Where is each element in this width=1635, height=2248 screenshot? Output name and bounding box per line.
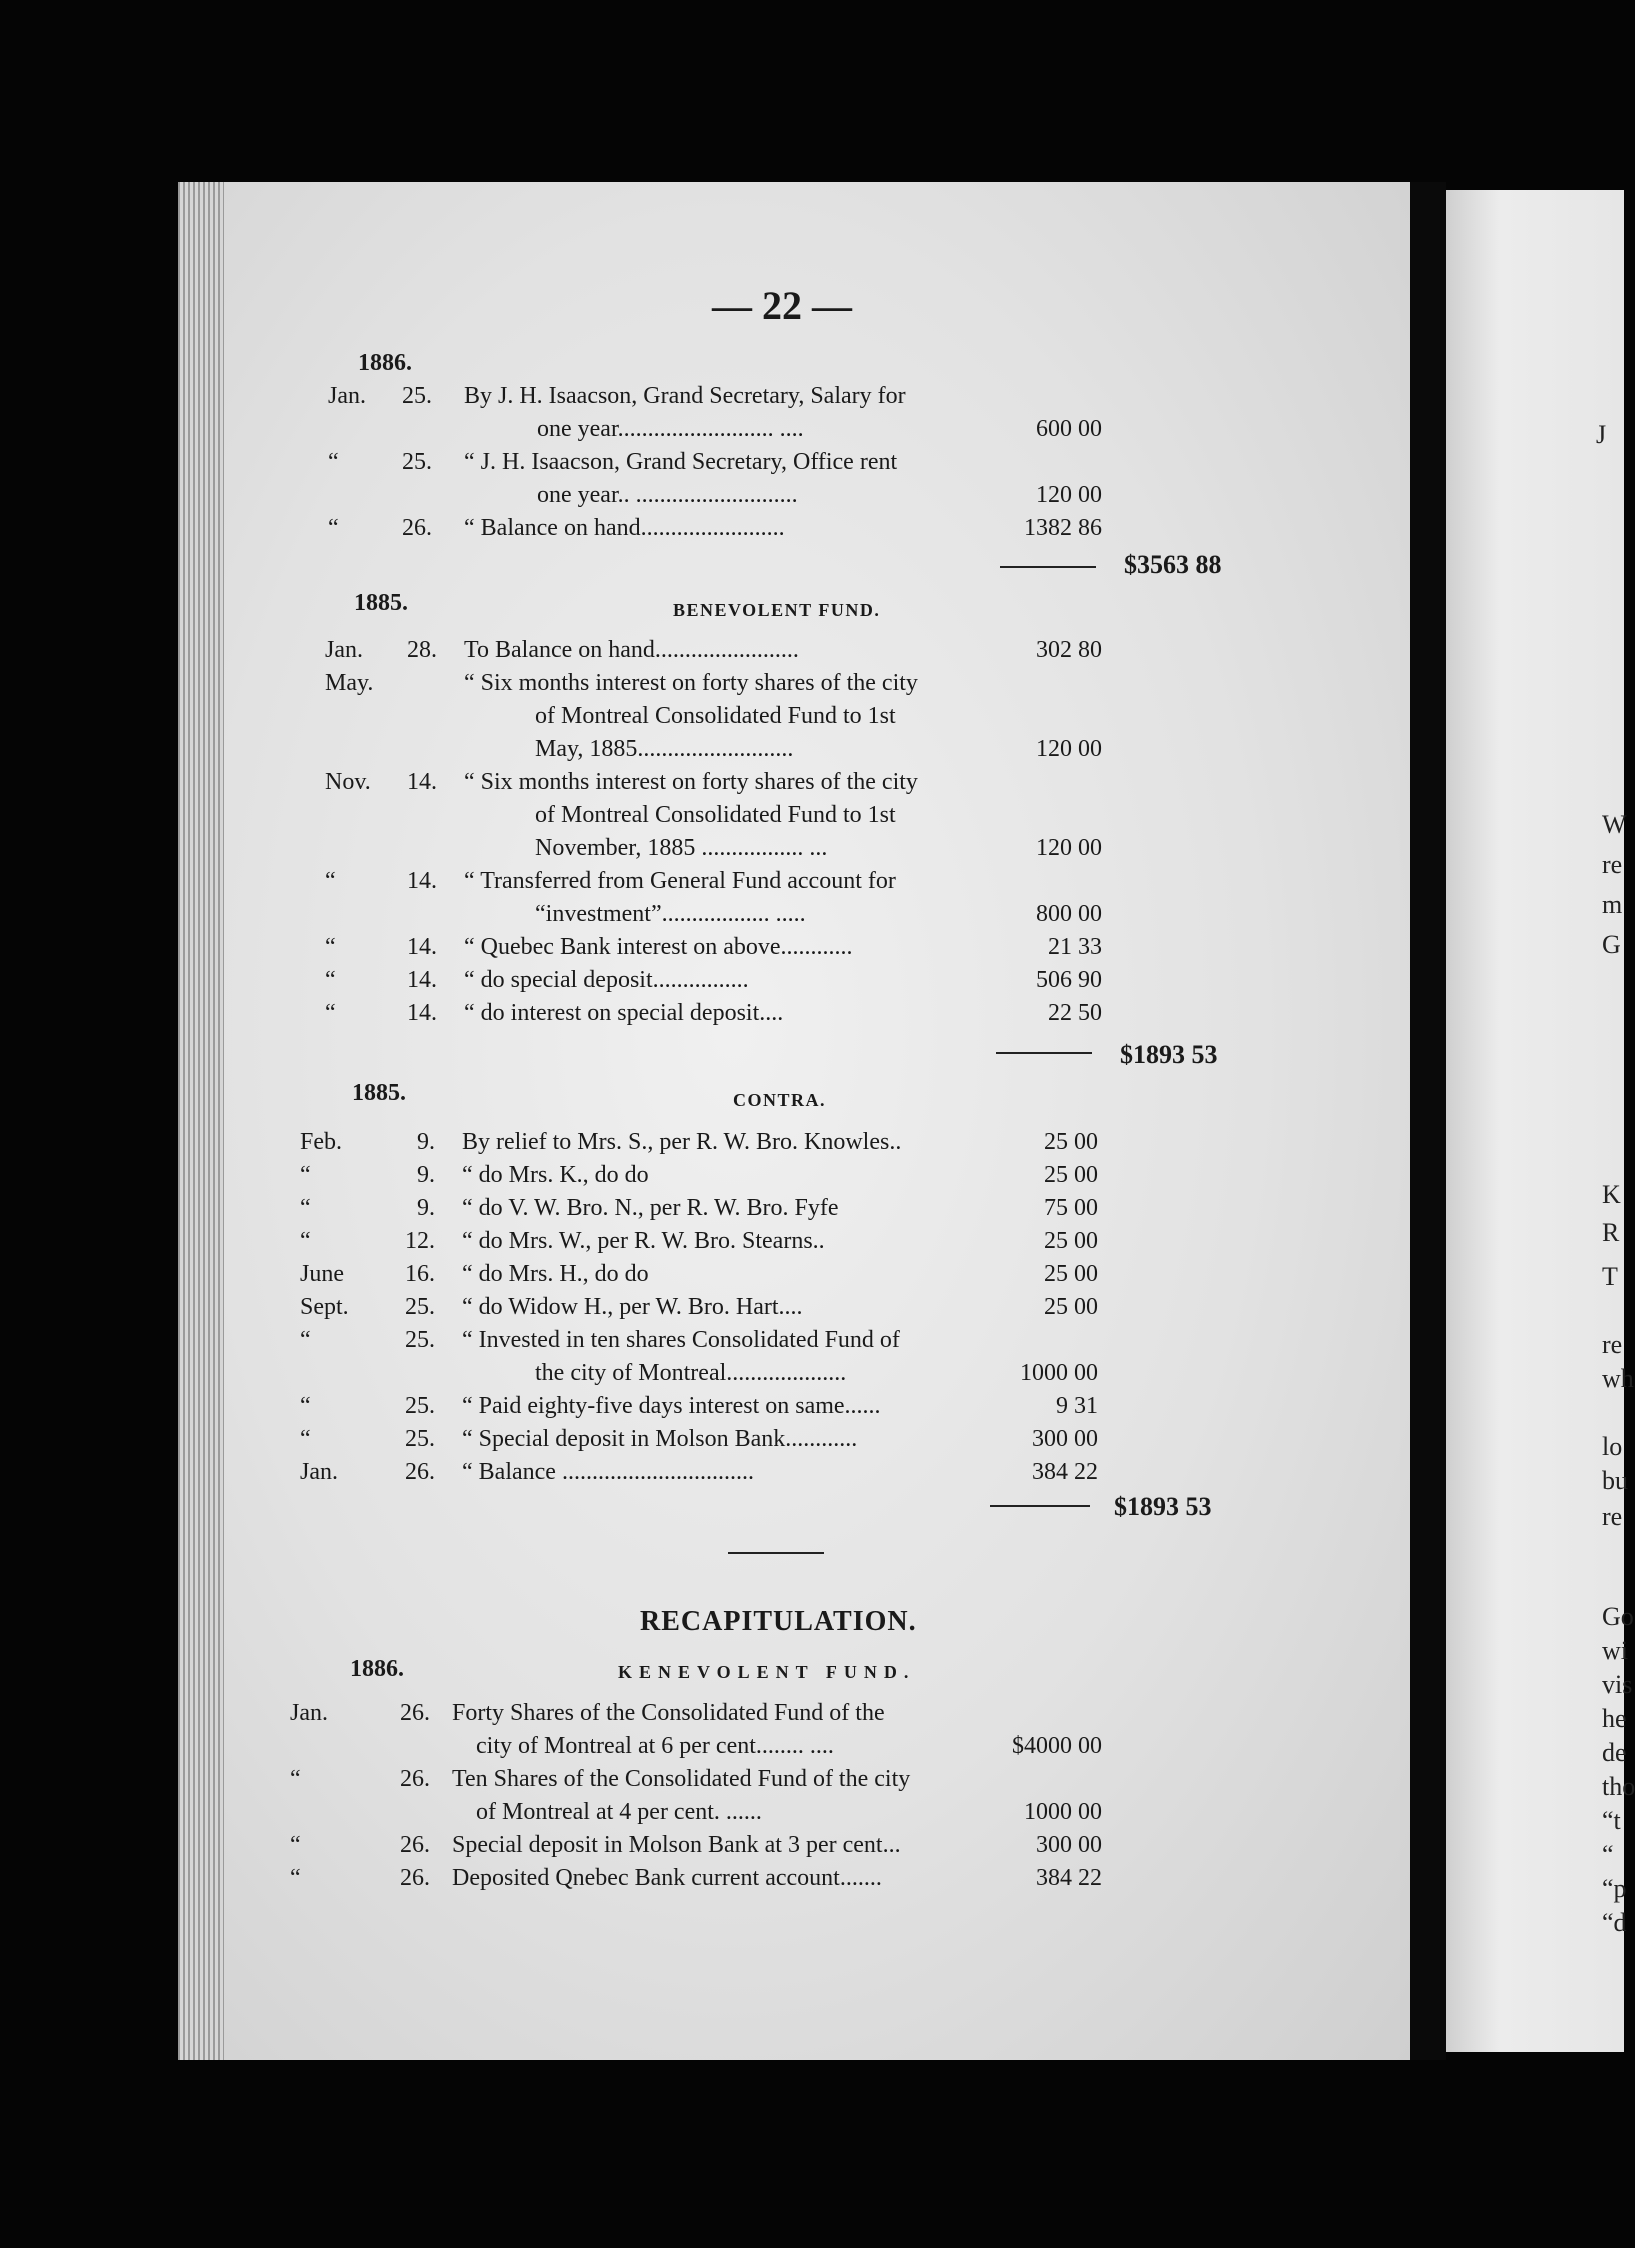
entry-text-line: Forty Shares of the Consolidated Fund of the (452, 1700, 885, 1726)
section-divider (728, 1552, 824, 1554)
facing-page-fragment: re (1602, 1330, 1623, 1359)
subtotal-rule (1000, 566, 1096, 568)
section-total: $3563 88 (1124, 550, 1222, 579)
section-year: 1886. (358, 350, 412, 376)
entry-day: 9. (417, 1162, 435, 1188)
entry-text-line: “ Balance ................................ (462, 1459, 754, 1485)
page-edge-stack (178, 182, 224, 2060)
entry-month: Nov. (325, 769, 371, 795)
entry-month: Jan. (328, 383, 366, 409)
facing-page-fragment: Go (1602, 1602, 1634, 1631)
entry-month: Jan. (300, 1459, 338, 1485)
entry-day: 25. (405, 1426, 435, 1452)
entry-month: “ (290, 1832, 301, 1858)
entry-text-line: “ Six months interest on forty shares of the city (464, 769, 918, 795)
entry-amount: 384 22 (1036, 1865, 1102, 1891)
entry-month: “ (328, 515, 339, 541)
facing-page-fragment: de (1602, 1738, 1627, 1767)
subtotal-rule (996, 1052, 1092, 1054)
entry-amount: $4000 00 (1012, 1733, 1102, 1759)
entry-text-line: By relief to Mrs. S., per R. W. Bro. Knowles.. (462, 1129, 902, 1155)
entry-day: 25. (405, 1393, 435, 1419)
facing-page-fragment: K (1602, 1180, 1621, 1209)
facing-page-fragment: R (1602, 1218, 1620, 1247)
section-year: 1885. (354, 590, 408, 616)
entry-month: Sept. (300, 1294, 349, 1320)
entry-text-line: “ do Mrs. K., do do (462, 1162, 649, 1188)
entry-amount: 1382 86 (1024, 515, 1102, 541)
entry-day: 16. (405, 1261, 435, 1287)
entry-text-line: of Montreal Consolidated Fund to 1st (535, 703, 896, 729)
section-total: $1893 53 (1114, 1492, 1212, 1521)
entry-amount: 300 00 (1032, 1426, 1098, 1452)
entry-text-line: “ do interest on special deposit.... (464, 1000, 784, 1026)
entry-day: 26. (400, 1700, 430, 1726)
entry-text-line: “ do V. W. Bro. N., per R. W. Bro. Fyfe (462, 1195, 839, 1221)
entry-text-line: “ Paid eighty-five days interest on same...... (462, 1393, 881, 1419)
entry-amount: 120 00 (1036, 482, 1102, 508)
entry-amount: 1000 00 (1024, 1799, 1102, 1825)
entry-month: “ (325, 934, 336, 960)
entry-amount: 120 00 (1036, 736, 1102, 762)
facing-page-fragment: re (1602, 850, 1623, 879)
entry-text-line: To Balance on hand........................ (464, 637, 799, 663)
section-heading: BENEVOLENT FUND. (673, 600, 881, 620)
entry-text-line: one year.. ........................... (537, 482, 798, 508)
entry-month: Feb. (300, 1129, 342, 1155)
entry-day: 14. (407, 868, 437, 894)
entry-text-line: By J. H. Isaacson, Grand Secretary, Salary for (464, 383, 906, 409)
facing-page-fragment: re (1602, 1502, 1623, 1531)
entry-text-line: “ J. H. Isaacson, Grand Secretary, Office rent (464, 449, 898, 475)
facing-page-fragment: m (1602, 890, 1623, 919)
entry-text-line: “ Transferred from General Fund account for (464, 868, 896, 894)
entry-day: 14. (407, 934, 437, 960)
facing-page-fragment: wh (1602, 1364, 1634, 1393)
entry-amount: 506 90 (1036, 967, 1102, 993)
facing-page-fragment: lo (1602, 1432, 1623, 1461)
entry-text-line: Special deposit in Molson Bank at 3 per cent... (452, 1832, 901, 1858)
entry-day: 9. (417, 1129, 435, 1155)
entry-day: 12. (405, 1228, 435, 1254)
entry-month: May. (325, 670, 374, 696)
entry-amount: 302 80 (1036, 637, 1102, 663)
section-total: $1893 53 (1120, 1040, 1218, 1069)
facing-page-fragment: tho (1602, 1772, 1635, 1801)
entry-month: “ (300, 1228, 311, 1254)
entry-text-line: of Montreal at 4 per cent. ...... (476, 1799, 762, 1825)
facing-page-fragment: W (1602, 810, 1627, 839)
facing-page-fragment: G (1602, 930, 1621, 959)
facing-page-fragment: wi (1602, 1636, 1628, 1665)
entry-month: “ (325, 967, 336, 993)
entry-amount: 300 00 (1036, 1832, 1102, 1858)
entry-day: 26. (402, 515, 432, 541)
entry-amount: 384 22 (1032, 1459, 1098, 1485)
entry-amount: 800 00 (1036, 901, 1102, 927)
entry-day: 25. (402, 383, 432, 409)
entry-day: 25. (402, 449, 432, 475)
section-heading: KENEVOLENT FUND. (618, 1662, 916, 1682)
entry-amount: 25 00 (1044, 1261, 1098, 1287)
entry-text-line: “ Invested in ten shares Consolidated Fund of (462, 1327, 900, 1353)
entry-day: 25. (405, 1327, 435, 1353)
entry-text-line: “ do Mrs. W., per R. W. Bro. Stearns.. (462, 1228, 825, 1254)
entry-text-line: “ do special deposit................ (464, 967, 749, 993)
entry-amount: 21 33 (1048, 934, 1102, 960)
subtotal-rule (990, 1505, 1090, 1507)
entry-month: “ (300, 1393, 311, 1419)
entry-day: 14. (407, 967, 437, 993)
facing-page-fragment: vis (1602, 1670, 1633, 1699)
entry-day: 28. (407, 637, 437, 663)
entry-day: 25. (405, 1294, 435, 1320)
entry-month: “ (300, 1426, 311, 1452)
entry-month: Jan. (325, 637, 363, 663)
entry-day: 26. (405, 1459, 435, 1485)
facing-page-fragment: “d (1602, 1908, 1627, 1937)
entry-text-line: “investment”.................. ..... (535, 901, 806, 927)
facing-page-fragment: bu (1602, 1466, 1628, 1495)
section-year: 1886. (350, 1656, 404, 1682)
entry-amount: 120 00 (1036, 835, 1102, 861)
entry-text-line: one year.......................... .... (537, 416, 804, 442)
entry-day: 26. (400, 1832, 430, 1858)
entry-text-line: “ Balance on hand........................ (464, 515, 785, 541)
entry-day: 9. (417, 1195, 435, 1221)
entry-amount: 25 00 (1044, 1129, 1098, 1155)
entry-text-line: November, 1885 ................. ... (535, 835, 828, 861)
section-year: 1885. (352, 1080, 406, 1106)
entry-day: 14. (407, 769, 437, 795)
entry-text-line: “ Quebec Bank interest on above............ (464, 934, 853, 960)
entry-amount: 25 00 (1044, 1294, 1098, 1320)
section-heading: CONTRA. (733, 1090, 827, 1110)
entry-month: “ (328, 449, 339, 475)
facing-page-fragment: “ (1602, 1840, 1614, 1869)
entry-amount: 1000 00 (1020, 1360, 1098, 1386)
entry-amount: 25 00 (1044, 1228, 1098, 1254)
entry-text-line: Deposited Qnebec Bank current account....... (452, 1865, 882, 1891)
entry-day: 26. (400, 1865, 430, 1891)
entry-day: 14. (407, 1000, 437, 1026)
entry-month: “ (300, 1162, 311, 1188)
recap-title: RECAPITULATION. (640, 1606, 917, 1637)
entry-text-line: May, 1885.......................... (535, 736, 794, 762)
facing-page (1446, 190, 1635, 2052)
entry-month: “ (300, 1195, 311, 1221)
facing-page-fragment: J (1596, 420, 1607, 449)
entry-month: “ (300, 1327, 311, 1353)
entry-text-line: “ Six months interest on forty shares of the city (464, 670, 918, 696)
entry-text-line: “ Special deposit in Molson Bank............ (462, 1426, 858, 1452)
entry-text-line: the city of Montreal.................... (535, 1360, 847, 1386)
book-gutter (1410, 182, 1446, 2060)
entry-text-line: Ten Shares of the Consolidated Fund of the city (452, 1766, 911, 1792)
entry-month: June (300, 1261, 344, 1287)
entry-month: Jan. (290, 1700, 328, 1726)
facing-page-fragment: he (1602, 1704, 1627, 1733)
entry-text-line: of Montreal Consolidated Fund to 1st (535, 802, 896, 828)
page-number: — 22 — (712, 283, 852, 328)
entry-amount: 25 00 (1044, 1162, 1098, 1188)
entry-text-line: city of Montreal at 6 per cent........ .... (476, 1733, 834, 1759)
entry-day: 26. (400, 1766, 430, 1792)
entry-amount: 600 00 (1036, 416, 1102, 442)
entry-amount: 75 00 (1044, 1195, 1098, 1221)
facing-page-fragment: T (1602, 1262, 1618, 1291)
entry-month: “ (290, 1865, 301, 1891)
facing-page-fragment: “p (1602, 1874, 1627, 1903)
entry-text-line: “ do Mrs. H., do do (462, 1261, 649, 1287)
entry-month: “ (325, 1000, 336, 1026)
entry-text-line: “ do Widow H., per W. Bro. Hart.... (462, 1294, 803, 1320)
entry-month: “ (325, 868, 336, 894)
facing-page-fragment: “t (1602, 1806, 1621, 1835)
entry-month: “ (290, 1766, 301, 1792)
entry-amount: 22 50 (1048, 1000, 1102, 1026)
entry-amount: 9 31 (1056, 1393, 1098, 1419)
